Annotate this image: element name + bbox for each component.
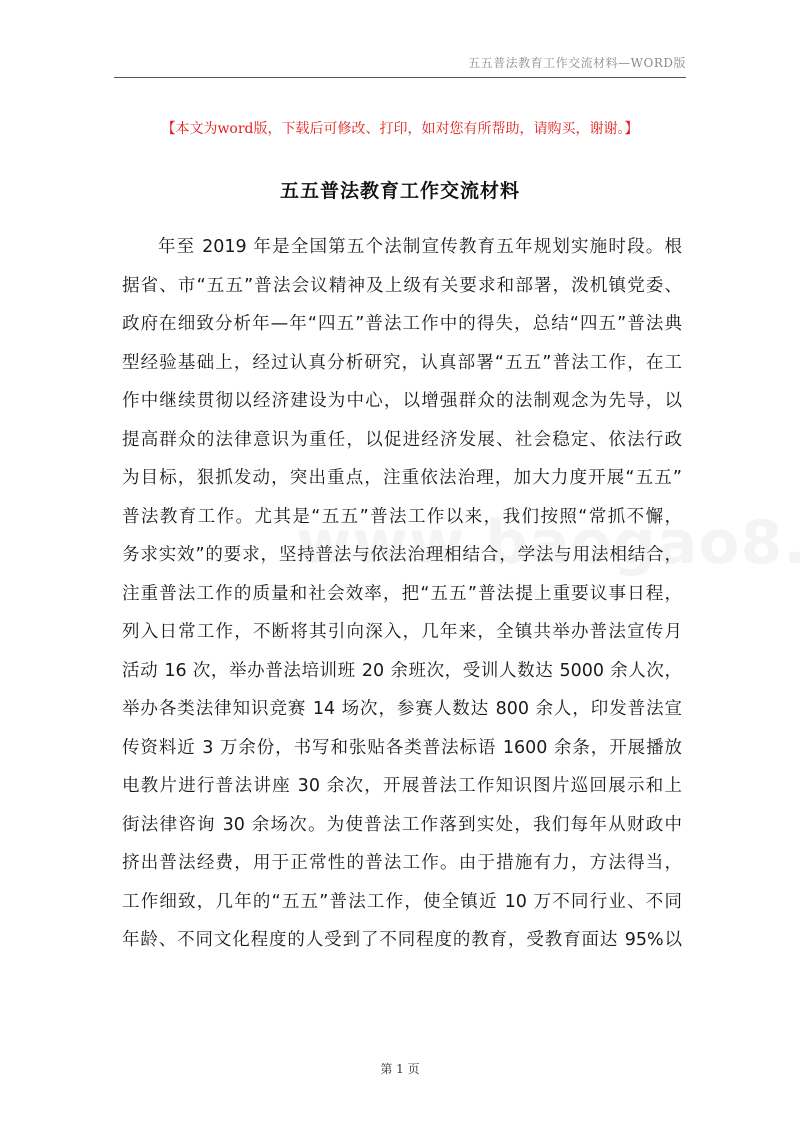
paragraph-line: 列入日常工作，不断将其引向深入，几年来，全镇共举办普法宣传月 (122, 622, 682, 642)
paragraph-line: 作中继续贯彻以经济建设为中心，以增强群众的法制观念为先导，以 (122, 391, 682, 411)
paragraph-line: 务求实效”的要求，坚持普法与依法治理相结合，学法与用法相结合， (122, 545, 682, 565)
paragraph-line: 电教片进行普法讲座 30 余次，开展普法工作知识图片巡回展示和上 (122, 776, 682, 796)
paragraph-line: 年至 2019 年是全国第五个法制宣传教育五年规划实施时段。根 (158, 237, 682, 257)
paragraph-line: 为目标，狠抓发动，突出重点，注重依法治理，加大力度开展“五五” (122, 468, 682, 488)
body-paragraph (122, 228, 682, 960)
paragraph-line: 传资料近 3 万余份，书写和张贴各类普法标语 1600 余条，开展播放 (122, 737, 682, 758)
purchase-notice: 【本文为word版，下载后可修改、打印，如对您有所帮助，请购买，谢谢。】 (161, 121, 639, 137)
page-number: 第 1 页 (380, 1062, 420, 1076)
document-title: 五五普法教育工作交流材料 (279, 180, 520, 202)
paragraph-line: 举办各类法律知识竞赛 14 场次，参赛人数达 800 余人，印发普法宣 (122, 699, 682, 719)
paragraph-line: 工作细致，几年的“五五”普法工作，使全镇近 10 万不同行业、不同 (122, 891, 682, 912)
paragraph-line: 活动 16 次，举办普法培训班 20 余班次，受训人数达 5000 余人次， (122, 660, 682, 681)
paragraph-line: 注重普法工作的质量和社会效率，把“五五”普法提上重要议事日程， (122, 583, 682, 604)
running-header: 五五普法教育工作交流材料—WORD版 (468, 56, 686, 70)
paragraph-line: 型经验基础上，经过认真分析研究，认真部署“五五”普法工作，在工 (122, 352, 682, 373)
paragraph-line: 政府在细致分析年—年“四五”普法工作中的得失，总结“四五”普法典 (122, 314, 682, 334)
paragraph-line: 据省、市“五五”普法会议精神及上级有关要求和部署，泼机镇党委、 (122, 275, 682, 296)
paragraph-line: 街法律咨询 30 余场次。为使普法工作落到实处，我们每年从财政中 (122, 814, 682, 835)
paragraph-line: 提高群众的法律意识为重任，以促进经济发展、社会稳定、依法行政 (122, 429, 682, 450)
paragraph-line: 普法教育工作。尤其是“五五”普法工作以来，我们按照“常抓不懈， (122, 506, 682, 527)
paragraph-line: 年龄、不同文化程度的人受到了不同程度的教育，受教育面达 95%以 (122, 930, 682, 950)
paragraph-line: 挤出普法经费，用于正常性的普法工作。由于措施有力，方法得当， (122, 853, 682, 873)
header-divider (114, 77, 686, 78)
